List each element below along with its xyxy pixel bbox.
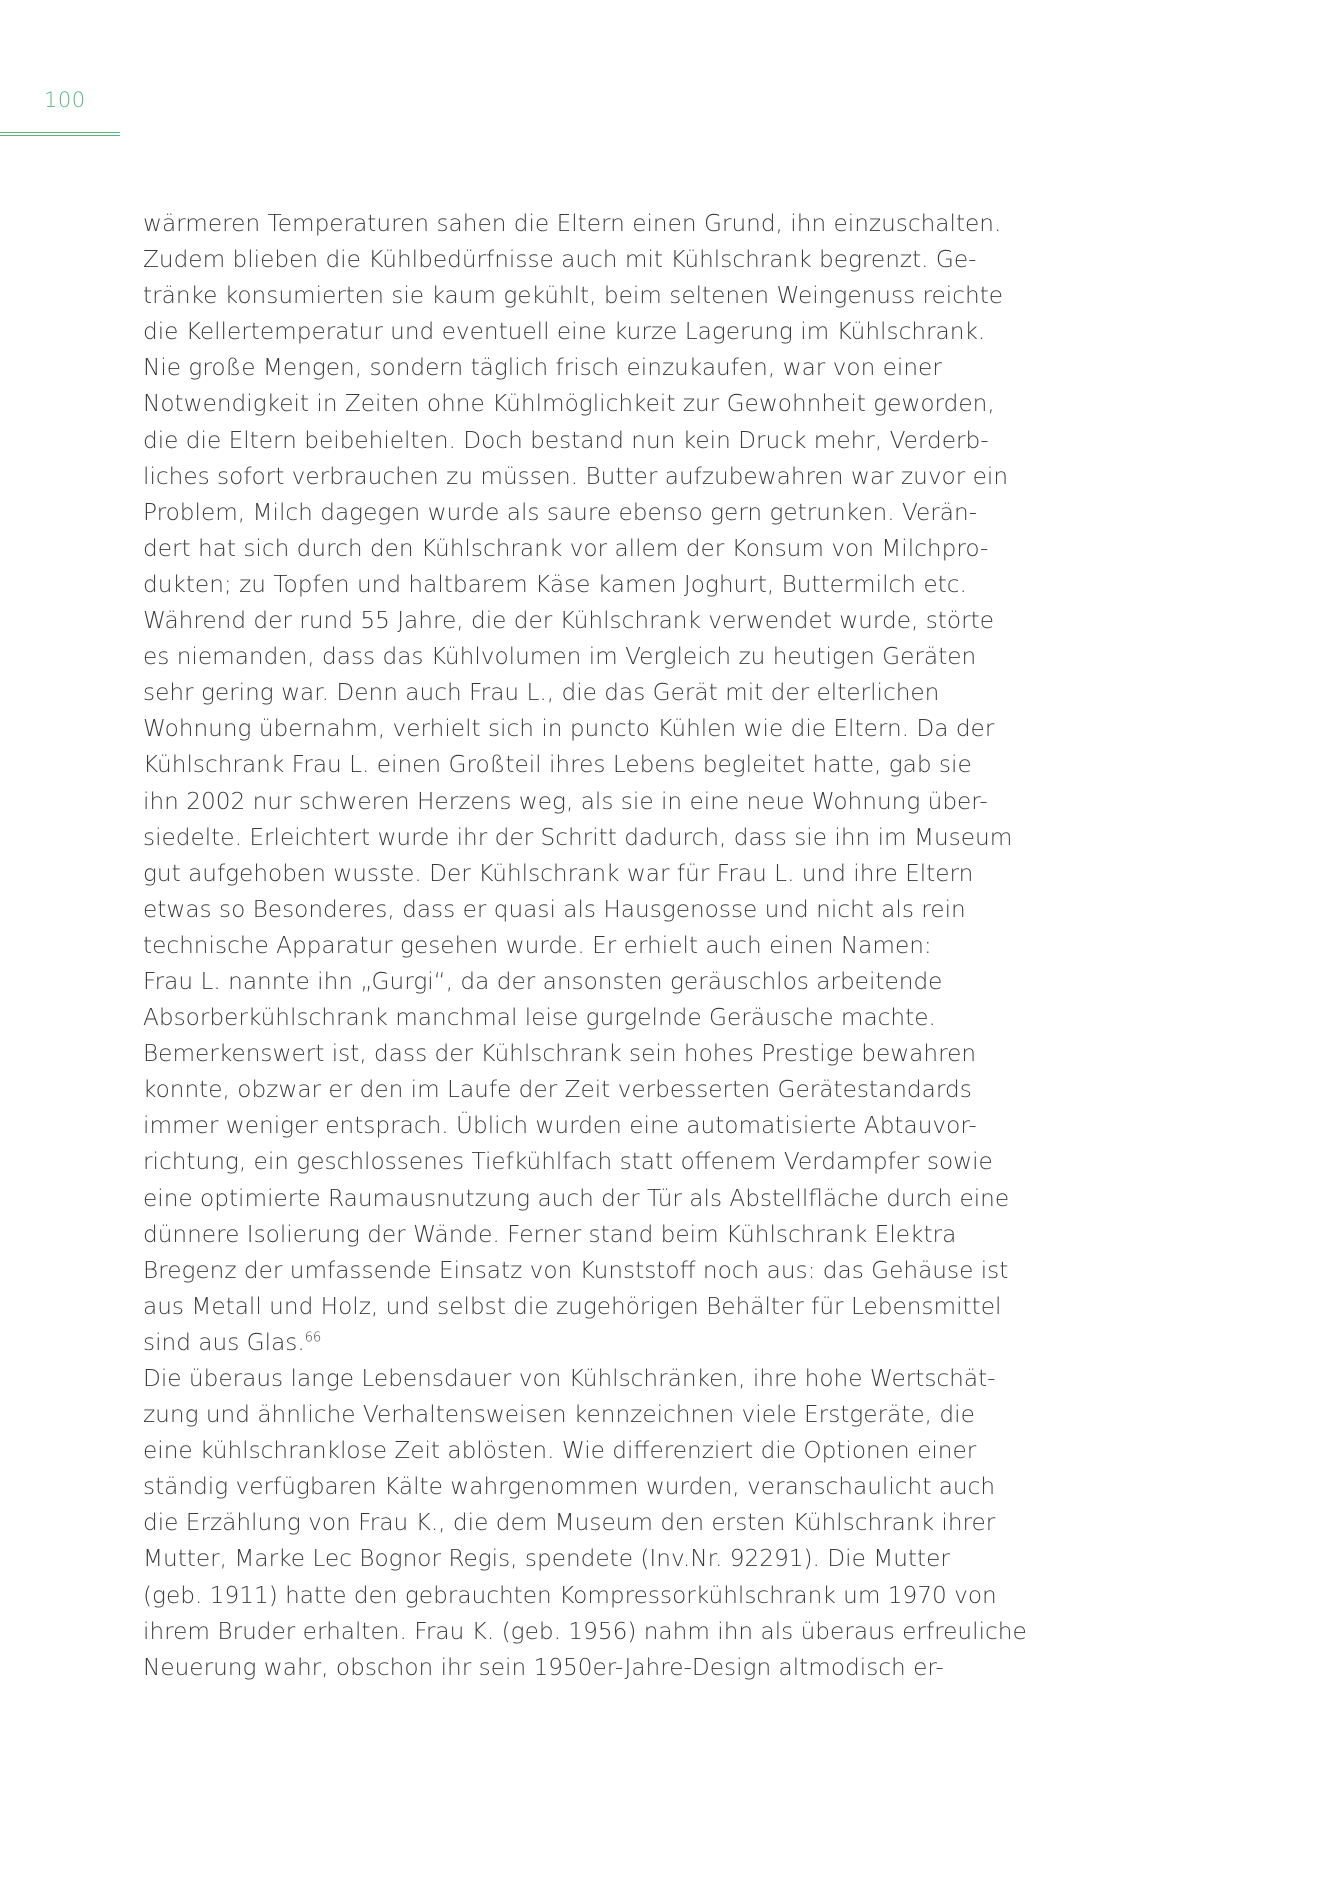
text-line: Während der rund 55 Jahre, die der Kühlschrank verwendet wurde, störte bbox=[143, 607, 994, 635]
text-line: eine optimierte Raumausnutzung auch der Tür als Abstellfläche durch eine bbox=[143, 1184, 1010, 1212]
text-line: wärmeren Temperaturen sahen die Eltern einen Grund, ihn einzuschalten. bbox=[143, 210, 1002, 237]
text-line: es niemanden, dass das Kühlvolumen im Vergleich zu heutigen Geräten bbox=[143, 643, 977, 671]
text-line: Wohnung übernahm, verhielt sich in puncto Kühlen wie die Eltern. Da der bbox=[143, 715, 995, 743]
text-line: siedelte. Erleichtert wurde ihr der Schritt dadurch, dass sie ihn im Museum bbox=[143, 823, 1013, 851]
text-line: Kühlschrank Frau L. einen Großteil ihres Lebens begleitet hatte, gab sie bbox=[143, 751, 972, 779]
text-line: Mutter, Marke Lec Bognor Regis, spendete (Inv.Nr. 92291). Die Mutter bbox=[143, 1545, 950, 1573]
text-line: liches sofort verbrauchen zu müssen. Butter aufzubewahren war zuvor ein bbox=[143, 462, 1009, 490]
text-line: aus Metall und Holz, und selbst die zugehörigen Behälter für Lebensmittel bbox=[143, 1292, 1002, 1320]
text-line: dünnere Isolierung der Wände. Ferner stand beim Kühlschrank Elektra bbox=[143, 1220, 957, 1248]
body-text bbox=[143, 206, 1043, 1686]
text-line: die Erzählung von Frau K., die dem Museum den ersten Kühlschrank ihrer bbox=[143, 1509, 996, 1537]
text-line: Notwendigkeit in Zeiten ohne Kühlmöglichkeit zur Gewohnheit geworden, bbox=[143, 390, 995, 418]
text-line: ständig verfügbaren Kälte wahrgenommen wurden, veranschaulicht auch bbox=[143, 1473, 996, 1501]
text-line: tränke konsumierten sie kaum gekühlt, beim seltenen Weingenuss reichte bbox=[143, 282, 1004, 310]
text-line: konnte, obzwar er den im Laufe der Zeit verbesserten Gerätestandards bbox=[143, 1076, 972, 1104]
text-line: Die überaus lange Lebensdauer von Kühlschränken, ihre hohe Wertschät- bbox=[143, 1365, 996, 1392]
text-line-with-footnote bbox=[143, 1325, 1043, 1361]
text-line: die Kellertemperatur und eventuell eine kurze Lagerung im Kühlschrank. bbox=[143, 318, 986, 346]
header-rule-line-top bbox=[0, 132, 120, 133]
footnote-marker: 66 bbox=[304, 1330, 322, 1346]
text-fragment: sind aus Glas. bbox=[143, 1328, 305, 1356]
text-line: Neuerung wahr, obschon ihr sein 1950er-Jahre-Design altmodisch er- bbox=[143, 1653, 944, 1681]
page-number: 100 bbox=[44, 88, 86, 112]
text-line: Zudem blieben die Kühlbedürfnisse auch mit Kühlschrank begrenzt. Ge- bbox=[143, 246, 977, 274]
text-line: Frau L. nannte ihn „Gurgi“, da der ansonsten geräuschlos arbeitende bbox=[143, 967, 943, 995]
text-line: dert hat sich durch den Kühlschrank vor allem der Konsum von Milchpro- bbox=[143, 534, 989, 562]
header-rule-line-bottom bbox=[0, 135, 120, 136]
text-line: ihrem Bruder erhalten. Frau K. (geb. 1956) nahm ihn als überaus erfreuliche bbox=[143, 1617, 1027, 1645]
text-line: richtung, ein geschlossenes Tiefkühlfach statt offenem Verdampfer sowie bbox=[143, 1148, 993, 1176]
text-line: dukten; zu Topfen und haltbarem Käse kamen Joghurt, Buttermilch etc. bbox=[143, 570, 967, 598]
text-line: zung und ähnliche Verhaltensweisen kennzeichnen viele Erstgeräte, die bbox=[143, 1401, 975, 1429]
text-line: Nie große Mengen, sondern täglich frisch einzukaufen, war von einer bbox=[143, 354, 942, 382]
text-line: (geb. 1911) hatte den gebrauchten Kompressorkühlschrank um 1970 von bbox=[143, 1581, 997, 1609]
text-line: immer weniger entsprach. Üblich wurden eine automatisierte Abtauvor- bbox=[143, 1112, 977, 1140]
text-line: etwas so Besonderes, dass er quasi als Hausgenosse und nicht als rein bbox=[143, 895, 966, 923]
text-line: Bregenz der umfassende Einsatz von Kunststoff noch aus: das Gehäuse ist bbox=[143, 1256, 1009, 1284]
text-line: Absorberkühlschrank manchmal leise gurgelnde Geräusche machte. bbox=[143, 1004, 936, 1032]
text-line: gut aufgehoben wusste. Der Kühlschrank war für Frau L. und ihre Eltern bbox=[143, 859, 974, 887]
header-rule bbox=[0, 132, 120, 137]
text-line: Problem, Milch dagegen wurde als saure ebenso gern getrunken. Verän- bbox=[143, 498, 978, 526]
text-line: ihn 2002 nur schweren Herzens weg, als sie in eine neue Wohnung über- bbox=[143, 787, 988, 815]
text-line: sehr gering war. Denn auch Frau L., die das Gerät mit der elterlichen bbox=[143, 679, 940, 707]
text-line: die die Eltern beibehielten. Doch bestand nun kein Druck mehr, Verderb- bbox=[143, 426, 989, 454]
text-line: eine kühlschranklose Zeit ablösten. Wie differenziert die Optionen einer bbox=[143, 1437, 977, 1465]
text-line: Bemerkenswert ist, dass der Kühlschrank sein hohes Prestige bewahren bbox=[143, 1040, 977, 1068]
text-line: technische Apparatur gesehen wurde. Er erhielt auch einen Namen: bbox=[143, 931, 932, 959]
